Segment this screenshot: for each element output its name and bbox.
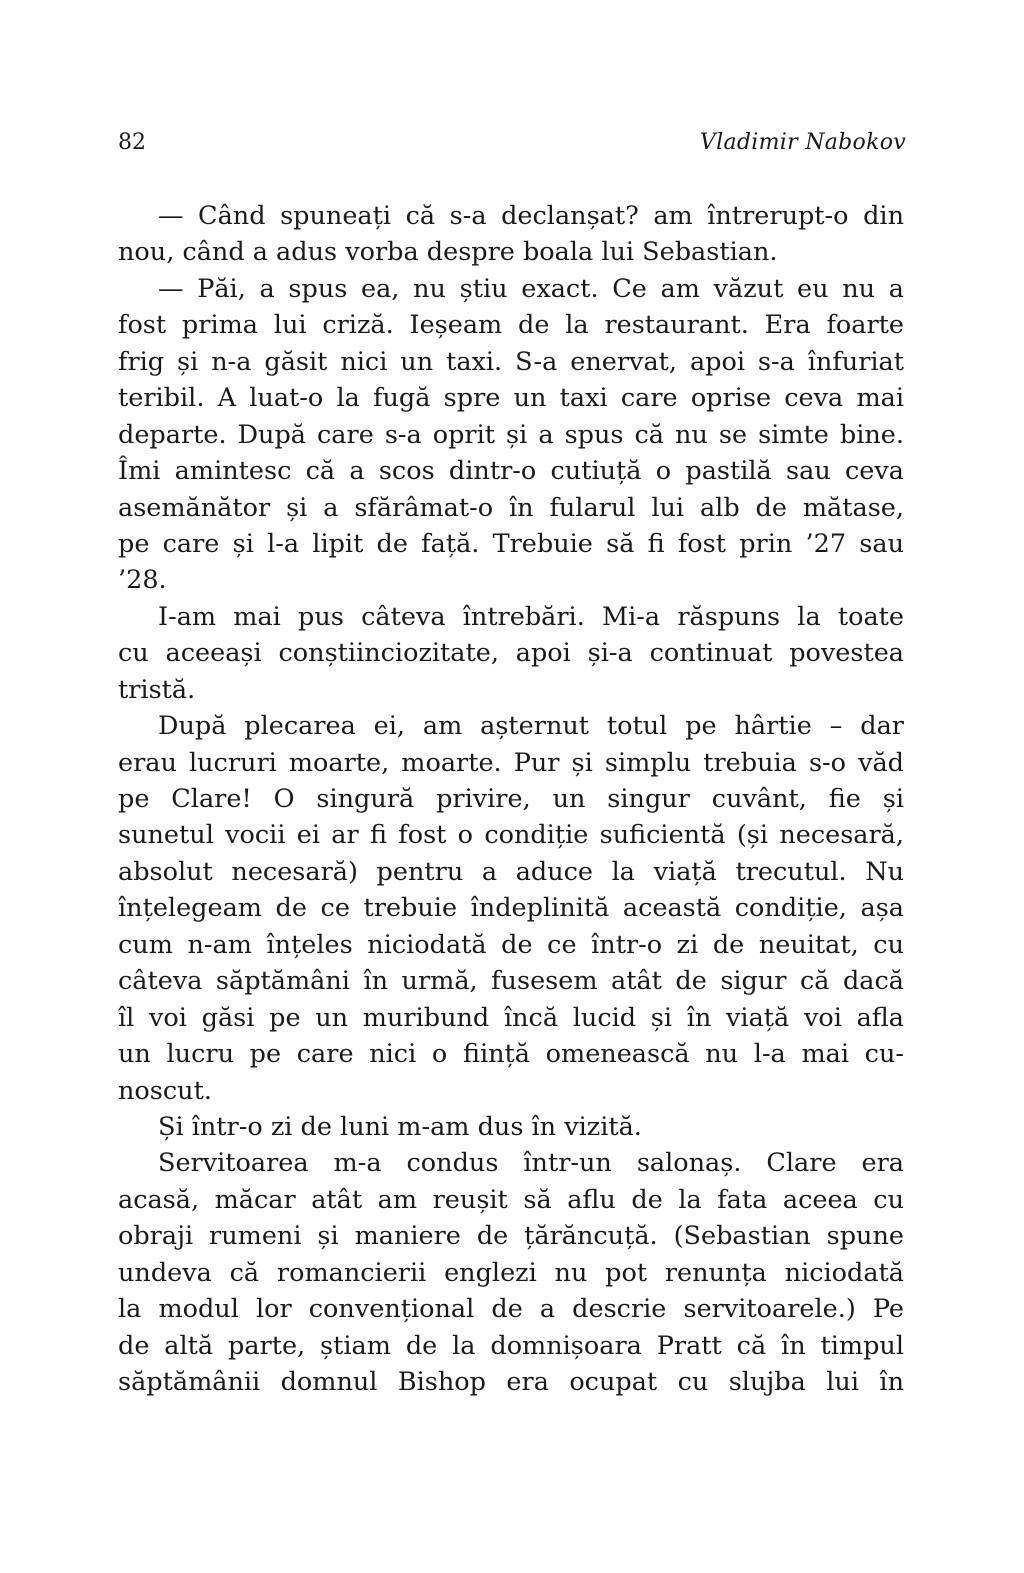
text-line: tristă. bbox=[118, 674, 196, 705]
text-line: frig și n-a găsit nici un taxi. S-a enervat, apoi s-a înfuriat bbox=[118, 346, 904, 377]
text-line: pe Clare! O singură privire, un singur cuvânt, fie și bbox=[118, 784, 904, 814]
text-line: asemănător și a sfărâmat-o în fularul lui alb de mătase, bbox=[118, 492, 904, 523]
text-line: îl voi găsi pe un muribund încă lucid și în viață voi afla bbox=[118, 1002, 904, 1033]
text-line: Servitoarea m-a condus într-un salonaș. Clare era bbox=[158, 1148, 904, 1179]
text-line: săptămânii domnul Bishop era ocupat cu slujba lui în bbox=[118, 1367, 904, 1397]
text-line: fost prima lui criză. Ieșeam de la restaurant. Era foarte bbox=[118, 310, 904, 341]
text-line: un lucru pe care nici o ființă omenească nu l-a mai cu- bbox=[118, 1039, 904, 1070]
text-line: pe care și l-a lipit de față. Trebuie să fi fost prin ’27 sau bbox=[118, 528, 904, 559]
text-line: teribil. A luat-o la fugă spre un taxi care oprise ceva mai bbox=[118, 383, 904, 414]
text-line: nou, când a adus vorba despre boala lui Sebastian. bbox=[118, 237, 778, 268]
text-line: noscut. bbox=[118, 1075, 212, 1106]
text-line: Și într-o zi de luni m-am dus în vizită. bbox=[158, 1111, 642, 1142]
text-line: înțelegeam de ce trebuie îndeplinită această condiție, așa bbox=[118, 893, 904, 924]
text-line: — Când spuneați că s-a declanșat? am întrerupt-o din bbox=[158, 201, 904, 231]
running-head bbox=[118, 128, 906, 158]
text-line: la modul lor convențional de a descrie servitoarele.) Pe bbox=[118, 1294, 904, 1325]
page-number: 82 bbox=[118, 130, 146, 155]
text-line: obraji rumeni și maniere de țărăncuță. (Sebastian spune bbox=[118, 1221, 904, 1252]
text-line: câteva săptămâni în urmă, fusesem atât de sigur că dacă bbox=[118, 966, 904, 997]
text-line: I-am mai pus câteva întrebări. Mi-a răspuns la toate bbox=[158, 601, 904, 632]
text-line: erau lucruri moarte, moarte. Pur și simplu trebuia s-o văd bbox=[118, 747, 904, 778]
text-line: sunetul vocii ei ar fi fost o condiție suficientă (și necesară, bbox=[118, 820, 904, 851]
text-line: departe. După care s-a oprit și a spus că nu se simte bine. bbox=[118, 419, 904, 450]
text-line: de altă parte, știam de la domnișoara Pratt că în timpul bbox=[118, 1330, 904, 1361]
text-line: undeva că romancierii englezi nu pot renunța niciodată bbox=[118, 1257, 904, 1288]
body-text bbox=[118, 198, 904, 1400]
text-line: Îmi amintesc că a scos dintr-o cutiuță o pastilă sau ceva bbox=[118, 456, 904, 487]
text-line: acasă, măcar atât am reușit să aflu de la fata aceea cu bbox=[118, 1184, 904, 1215]
text-line: cu aceeași conștiinciozitate, apoi și-a continuat povestea bbox=[118, 638, 904, 669]
running-title: Vladimir Nabokov bbox=[699, 130, 906, 155]
text-line: — Păi, a spus ea, nu știu exact. Ce am văzut eu nu a bbox=[158, 273, 904, 304]
text-line: absolut necesară) pentru a aduce la viață trecutul. Nu bbox=[118, 856, 904, 887]
text-line: După plecarea ei, am așternut totul pe hârtie – dar bbox=[158, 711, 904, 742]
text-line: cum n-am înțeles niciodată de ce într-o zi de neuitat, cu bbox=[118, 929, 904, 960]
text-line: ’28. bbox=[118, 565, 167, 596]
